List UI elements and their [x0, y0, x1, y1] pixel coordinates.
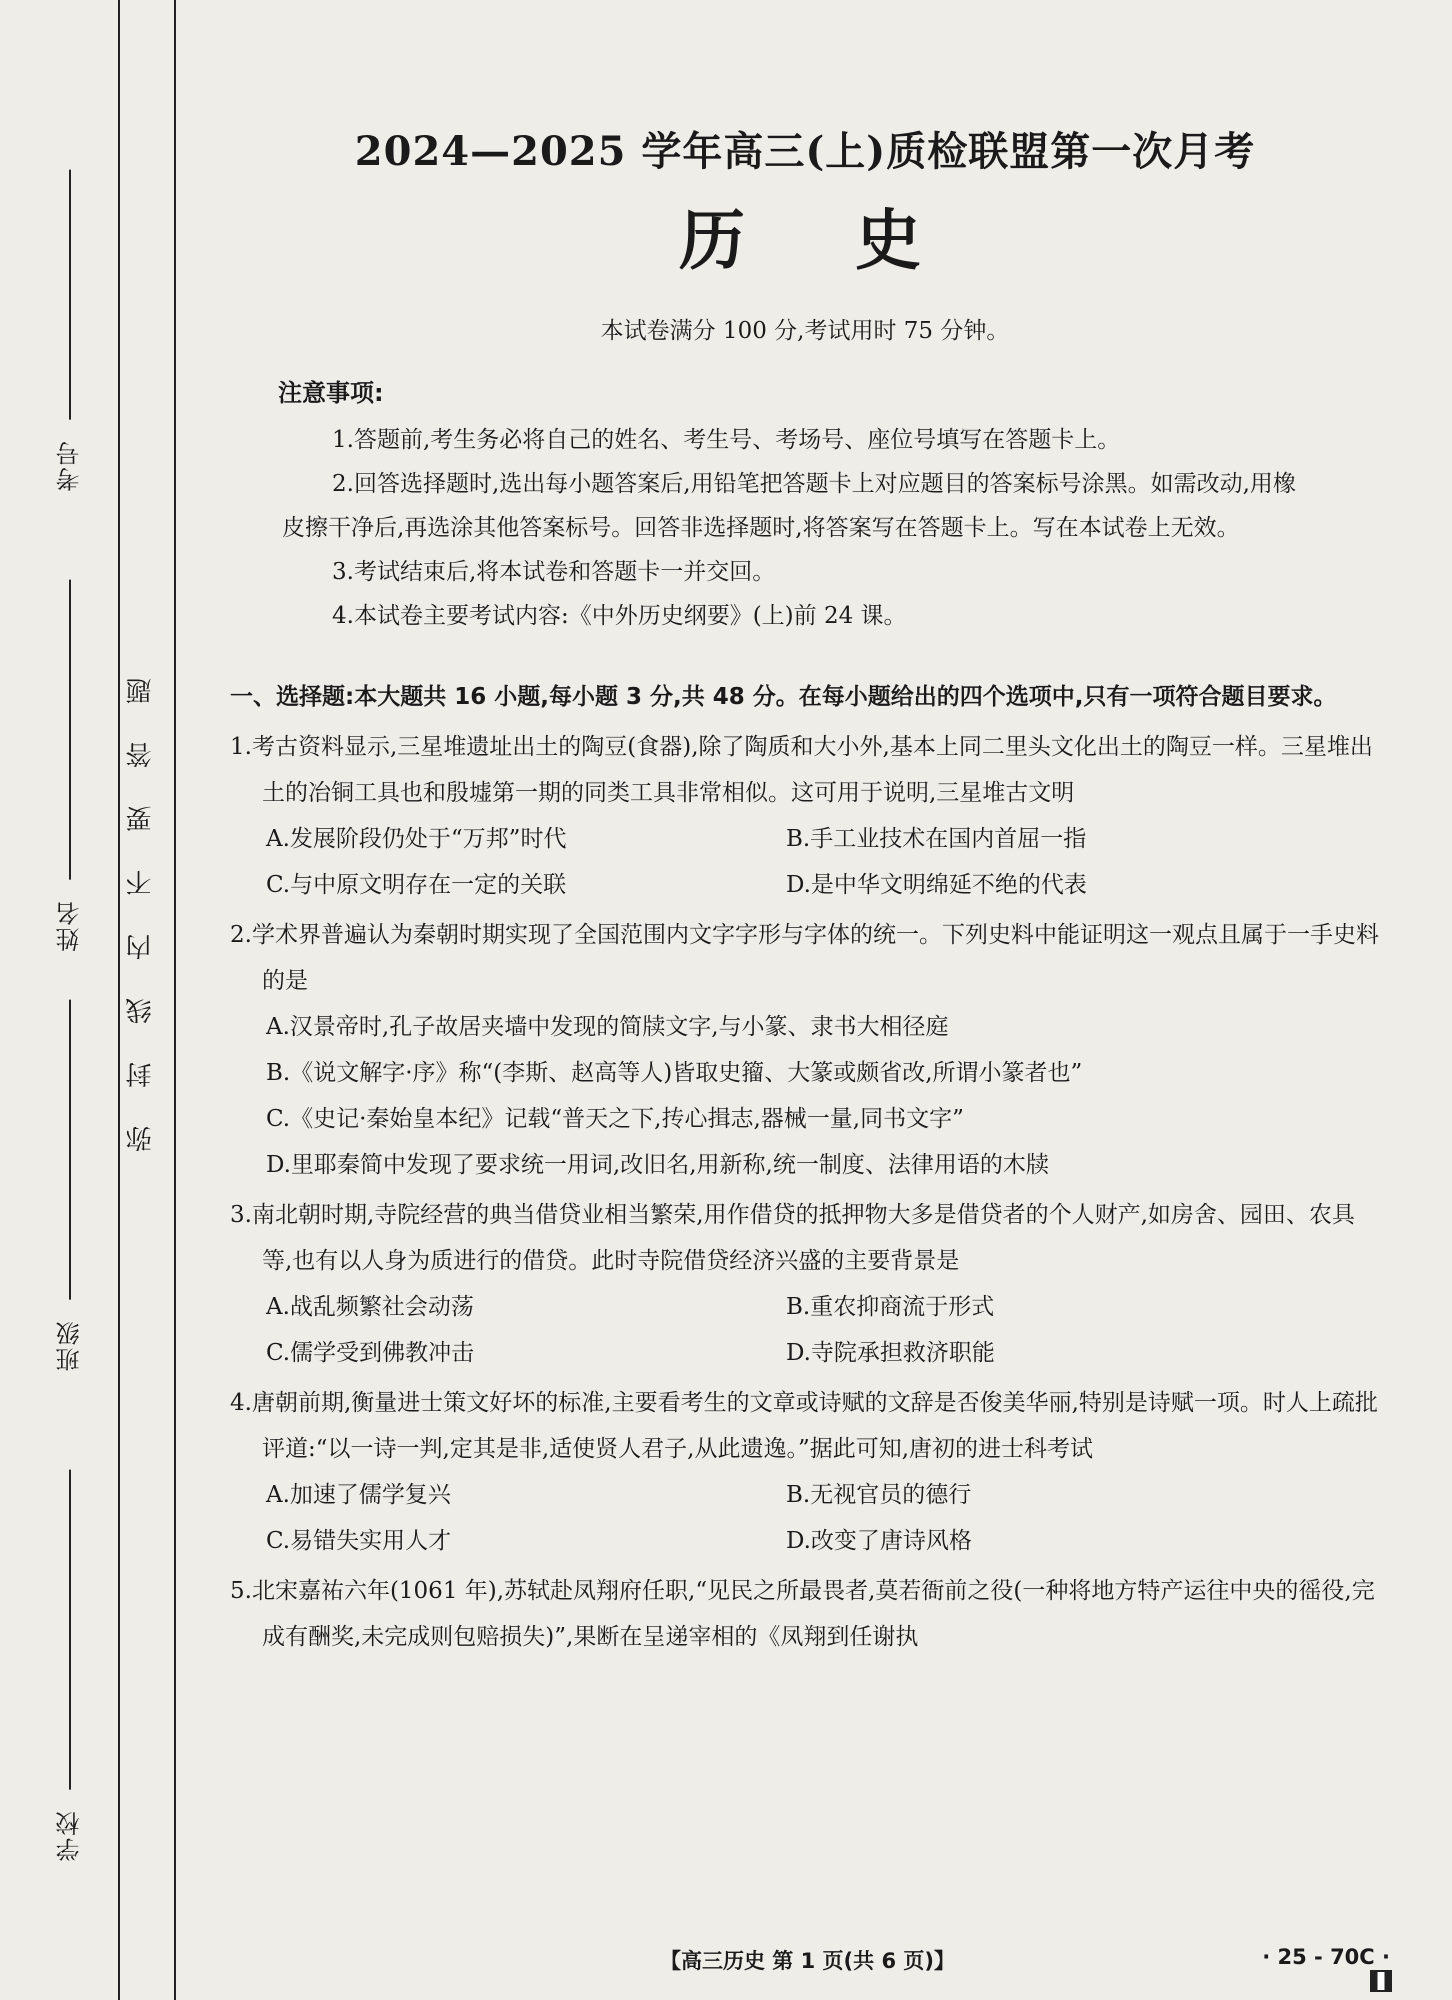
option-d[interactable]: D.改变了唐诗风格: [786, 1528, 972, 1554]
class-blank[interactable]: [69, 1000, 71, 1300]
notice-item: 4.本试卷主要考试内容:《中外历史纲要》(上)前 24 课。: [332, 603, 907, 629]
exam-page: [230, 120, 1380, 1660]
question-stem: 1.考古资料显示,三星堆遗址出土的陶豆(食器),除了陶质和大小外,基本上同二里头文化出土的陶豆一样。三星堆出土的冶铜工具也和殷墟第一期的同类工具非常相似。这可用于说明,三星堆古文明: [230, 734, 1373, 806]
option-c[interactable]: C.《史记·秦始皇本纪》记载“普天之下,抟心揖志,器械一量,同书文字”: [266, 1106, 964, 1132]
qr-code-icon: [1370, 1970, 1392, 1992]
name-blank[interactable]: [69, 580, 71, 880]
school-field[interactable]: [52, 1470, 87, 1862]
notice-item: 2.回答选择题时,选出每小题答案后,用铅笔把答题卡上对应题目的答案标号涂黑。如需改动,用橡皮擦干净后,再选涂其他答案标号。回答非选择题时,将答案写在答题卡上。写在本试卷上无效。: [282, 471, 1296, 541]
section-heading: 一、选择题:本大题共 16 小题,每小题 3 分,共 48 分。在每小题给出的四个选项中,只有一项符合题目要求。: [230, 684, 1337, 710]
exam-title: 2024—2025 学年高三(上)质检联盟第一次月考: [354, 128, 1256, 175]
exam-meta: 本试卷满分 100 分,考试用时 75 分钟。: [600, 318, 1010, 344]
binding-line-inner: [174, 0, 176, 2000]
option-b[interactable]: B.手工业技术在国内首屈一指: [786, 826, 1087, 852]
option-d[interactable]: D.寺院承担救济职能: [786, 1340, 995, 1366]
school-blank[interactable]: [69, 1470, 71, 1790]
question-1: [230, 724, 1380, 908]
class-label: 班级: [56, 1319, 84, 1372]
class-field[interactable]: [52, 1000, 87, 1372]
option-d[interactable]: D.里耶秦简中发现了要求统一用词,改旧名,用新称,统一制度、法律用语的木牍: [266, 1152, 1049, 1178]
option-b[interactable]: B.《说文解字·序》称“(李斯、赵高等人)皆取史籀、大篆或颇省改,所谓小篆者也”: [266, 1060, 1083, 1086]
subject-title: 历史: [679, 201, 1031, 279]
question-stem: 4.唐朝前期,衡量进士策文好坏的标准,主要看考生的文章或诗赋的文辞是否俊美华丽,特别是诗赋一项。时人上疏批评道:“以一诗一判,定其是非,适使贤人君子,从此遗逸。”据此可知,唐初的进士科考试: [230, 1390, 1378, 1462]
notice-item: 3.考试结束后,将本试卷和答题卡一并交回。: [332, 559, 776, 585]
question-4: [230, 1380, 1380, 1564]
question-stem: 5.北宋嘉祐六年(1061 年),苏轼赴凤翔府任职,“见民之所最畏者,莫若衙前之役(一种将地方特产运往中央的徭役,完成有酬奖,未完成则包赔损失)”,果断在呈递宰相的《凤翔到任谢执: [230, 1578, 1375, 1650]
question-5: [230, 1568, 1380, 1660]
page-number: 【高三历史 第 1 页(共 6 页)】: [660, 1949, 955, 1973]
question-stem: 3.南北朝时期,寺院经营的典当借贷业相当繁荣,用作借贷的抵押物大多是借贷者的个人财产,如房舍、园田、农具等,也有以人身为质进行的借贷。此时寺院借贷经济兴盛的主要背景是: [230, 1202, 1355, 1274]
notice-list: [282, 418, 1302, 638]
question-2: [230, 912, 1380, 1188]
exam-no-field[interactable]: [52, 170, 87, 492]
option-c[interactable]: C.易错失实用人才: [266, 1528, 452, 1554]
question-stem: 2.学术界普遍认为秦朝时期实现了全国范围内文字字形与字体的统一。下列史料中能证明这一观点且属于一手史料的是: [230, 922, 1379, 994]
seal-warning: 弥封线内不要答题: [126, 640, 156, 1152]
binding-line-outer: [118, 0, 120, 2000]
option-a[interactable]: A.发展阶段仍处于“万邦”时代: [266, 826, 567, 852]
exam-no-label: 考号: [56, 439, 84, 492]
option-c[interactable]: C.儒学受到佛教冲击: [266, 1340, 475, 1366]
binding-margin: [0, 0, 180, 2000]
notice-item: 1.答题前,考生务必将自己的姓名、考生号、考场号、座位号填写在答题卡上。: [332, 427, 1121, 453]
option-a[interactable]: A.加速了儒学复兴: [266, 1482, 451, 1508]
paper-code: · 25 - 70C ·: [1262, 1945, 1390, 1969]
option-c[interactable]: C.与中原文明存在一定的关联: [266, 872, 567, 898]
question-3: [230, 1192, 1380, 1376]
option-b[interactable]: B.无视官员的德行: [786, 1482, 972, 1508]
notice-title: 注意事项:: [278, 379, 384, 407]
name-field[interactable]: [52, 580, 87, 952]
option-a[interactable]: A.汉景帝时,孔子故居夹墙中发现的简牍文字,与小篆、隶书大相径庭: [266, 1014, 949, 1040]
option-d[interactable]: D.是中华文明绵延不绝的代表: [786, 872, 1087, 898]
option-a[interactable]: A.战乱频繁社会动荡: [266, 1294, 474, 1320]
option-b[interactable]: B.重农抑商流于形式: [786, 1294, 995, 1320]
name-label: 姓名: [56, 899, 84, 952]
exam-no-blank[interactable]: [69, 170, 71, 420]
school-label: 学校: [56, 1809, 84, 1862]
